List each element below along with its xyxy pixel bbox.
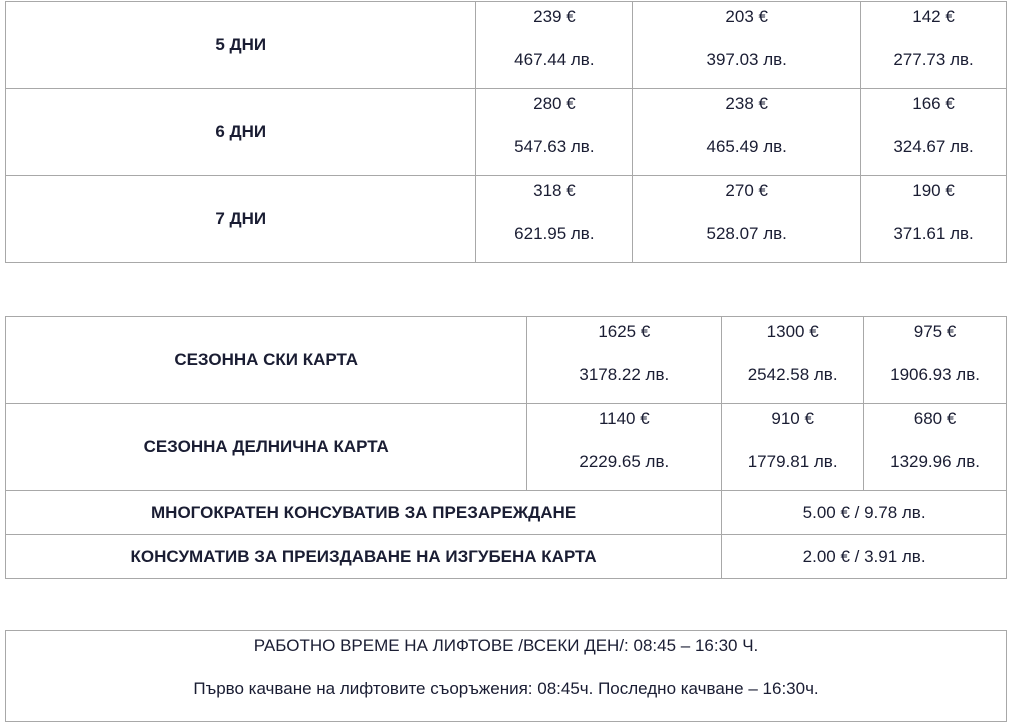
- price-eur: 1300 €: [766, 322, 819, 341]
- price-bgn: 2542.58 лв.: [747, 365, 838, 384]
- price-eur: 975 €: [913, 322, 957, 341]
- table-row: [6, 317, 1007, 404]
- price-bgn: 467.44 лв.: [514, 50, 595, 69]
- table-row: [6, 176, 1007, 263]
- price-bgn: 621.95 лв.: [514, 224, 595, 243]
- price-bgn: 528.07 лв.: [706, 224, 787, 243]
- row-label: 7 ДНИ: [6, 176, 476, 263]
- price-eur: 280 €: [533, 94, 576, 113]
- price-eur: 190 €: [912, 181, 955, 200]
- price-cell: [861, 89, 1007, 176]
- price-eur: 238 €: [725, 94, 768, 113]
- hours-cell: [6, 631, 1007, 722]
- season-pass-price-table: [5, 316, 1007, 579]
- price-eur: 910 €: [771, 409, 814, 428]
- price-eur: 203 €: [725, 7, 768, 26]
- row-label: 5 ДНИ: [6, 2, 476, 89]
- table-row: [6, 491, 1007, 535]
- price-bgn: 371.61 лв.: [893, 224, 974, 243]
- table-row: [6, 404, 1007, 491]
- price-cell: [861, 176, 1007, 263]
- price-eur: 1625 €: [598, 322, 651, 341]
- price-bgn: 547.63 лв.: [514, 137, 595, 156]
- price-cell: [527, 404, 722, 491]
- row-label: МНОГОКРАТЕН КОНСУВАТИВ ЗА ПРЕЗАРЕЖДАНЕ: [6, 491, 722, 535]
- table-row: [6, 535, 1007, 579]
- price-cell: 5.00 € / 9.78 лв.: [722, 491, 1007, 535]
- lift-hours-text: РАБОТНО ВРЕМЕ НА ЛИФТОВЕ /ВСЕКИ ДЕН/: 08:45 – 16:30 Ч.: [253, 636, 759, 655]
- price-eur: 270 €: [725, 181, 768, 200]
- price-bgn: 324.67 лв.: [893, 137, 974, 156]
- price-eur: 239 €: [533, 7, 576, 26]
- price-eur: 142 €: [912, 7, 955, 26]
- row-label: КОНСУМАТИВ ЗА ПРЕИЗДАВАНЕ НА ИЗГУБЕНА КАРТА: [6, 535, 722, 579]
- row-label: 6 ДНИ: [6, 89, 476, 176]
- lift-hours-table: [5, 630, 1007, 722]
- first-last-ride-text: Първо качване на лифтовите съоръжения: 08:45ч. Последно качване – 16:30ч.: [193, 679, 819, 698]
- price-cell: [722, 404, 864, 491]
- price-eur: 1140 €: [598, 409, 650, 428]
- price-cell: [864, 317, 1007, 404]
- price-cell: [861, 2, 1007, 89]
- price-cell: [722, 317, 864, 404]
- table-row: [6, 2, 1007, 89]
- price-bgn: 1329.96 лв.: [890, 452, 980, 471]
- price-cell: [476, 176, 633, 263]
- price-eur: 680 €: [913, 409, 957, 428]
- price-bgn: 465.49 лв.: [706, 137, 787, 156]
- price-bgn: 397.03 лв.: [706, 50, 787, 69]
- table-row: [6, 89, 1007, 176]
- price-eur: 166 €: [912, 94, 955, 113]
- price-cell: [864, 404, 1007, 491]
- price-eur: 318 €: [533, 181, 576, 200]
- price-bgn: 277.73 лв.: [893, 50, 974, 69]
- day-pass-price-table: [5, 1, 1007, 263]
- row-label: СЕЗОННА СКИ КАРТА: [6, 317, 527, 404]
- row-label: СЕЗОННА ДЕЛНИЧНА КАРТА: [6, 404, 527, 491]
- price-cell: [527, 317, 722, 404]
- price-cell: [476, 2, 633, 89]
- price-cell: [633, 89, 861, 176]
- price-cell: [633, 2, 861, 89]
- table-row: [6, 631, 1007, 722]
- price-cell: [633, 176, 861, 263]
- price-bgn: 1906.93 лв.: [890, 365, 980, 384]
- price-cell: [476, 89, 633, 176]
- price-bgn: 3178.22 лв.: [579, 365, 670, 384]
- price-bgn: 1779.81 лв.: [747, 452, 838, 471]
- price-cell: 2.00 € / 3.91 лв.: [722, 535, 1007, 579]
- price-bgn: 2229.65 лв.: [579, 452, 670, 471]
